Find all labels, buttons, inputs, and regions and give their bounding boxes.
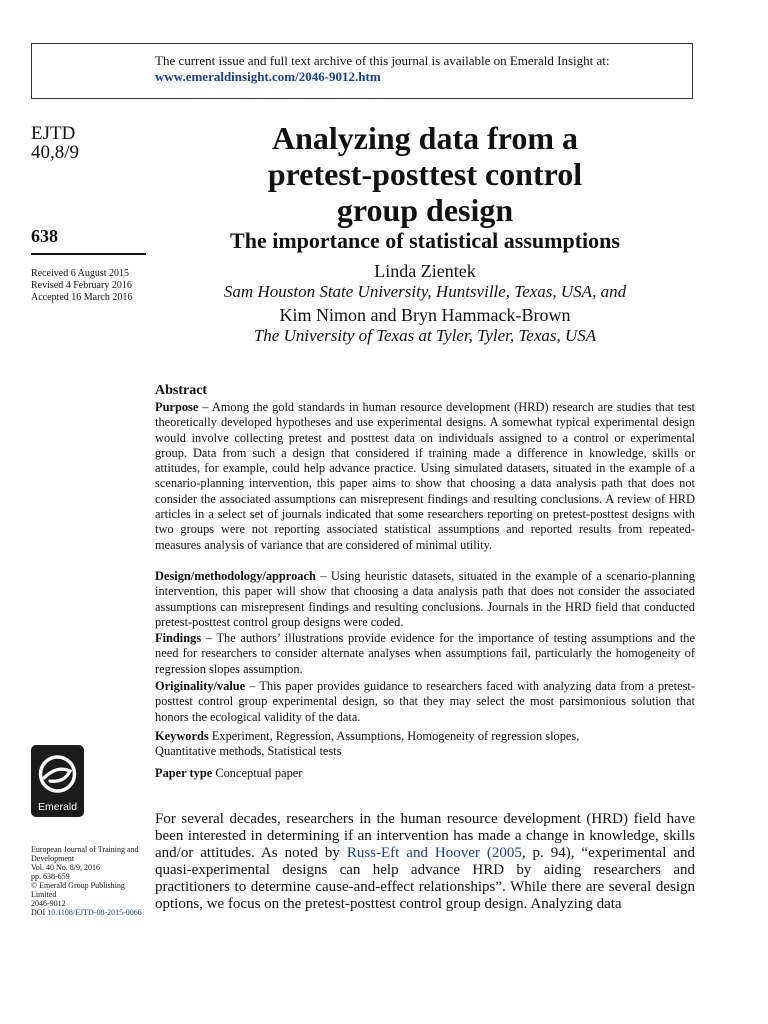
received-date: Received 6 August 2015 [31,268,130,279]
originality-text: – This paper provides guidance to researchers faced with analyzing data from a pretest-posttest control group experimental design, so that they may select the most parsimonious solution that honors the ecological validity of the data. [155,679,695,724]
body-paragraph [155,811,695,913]
citation-line: Development [31,854,75,863]
findings-text: – The authors’ illustrations provide evidence for the importance of testing assumptions and the need for researchers to consider alternate analyses when assumptions fail, particularly the homogeneity of regression slopes assumption. [155,631,695,676]
accepted-date: Accepted 16 March 2016 [31,292,133,303]
revised-date: Revised 4 February 2016 [31,280,132,291]
keywords [155,729,625,760]
findings-label: Findings [155,631,202,645]
paper-type-text: Conceptual paper [212,766,303,780]
author-1: Linda Zientek [374,261,476,281]
doi-label: DOI [31,908,46,917]
title-line: group design [336,192,514,228]
purpose-label: Purpose [155,400,199,414]
article-title [160,120,690,228]
submission-dates [31,268,132,304]
abstract-heading: Abstract [155,383,208,398]
abstract-originality [155,679,695,725]
logo-label: Emerald [37,801,78,813]
purpose-text: – Among the gold standards in human resource development (HRD) research are studies that test theoretically developed hypotheses and use experimental designs. A somewhat typical experimental design would involve collecting pretest and posttest data on individuals assigned to a control or experimental group. Data from such a design that considered if training made a difference in knowledge, skills or attitudes, for example, could help advance practice. Using simulated datasets, situated in the example of a scenario-planning intervention, this paper aims to show that choosing a data analysis path that does not consider the associated assumptions can misrepresent findings and resulting conclusions. A review of HRD articles in a select set of journals indicated that some researchers reporting on pretest-posttest designs with two groups were not reporting associated statistical assumptions and reported results from repeated-measures analysis of variance that are considered of minimal utility. [155,400,695,552]
design-text: – Using heuristic datasets, situated in the example of a scenario-planning intervention, this paper will show that choosing a data analysis path that does not consider the associated assumptions can misrepresent findings and resulting conclusions. Journals in the HRD field that conducted pretest-posttest control group designs were coded. [155,569,695,629]
title-line: pretest-posttest control [267,156,583,192]
paper-type-label: Paper type [155,766,213,780]
design-label: Design/methodology/approach [155,569,316,583]
emerald-e-icon [36,751,79,797]
abstract-findings [155,631,695,677]
article-subtitle: The importance of statistical assumptions [230,228,620,253]
title-line: Analyzing data from a [271,120,579,156]
doi-link[interactable]: 10.1108/EJTD-08-2015-0066 [47,908,142,917]
journal-url-link[interactable]: www.emeraldinsight.com/2046-9012.htm [155,69,381,84]
affiliation-1: Sam Houston State University, Huntsville, Texas, USA, and [223,282,627,301]
citation-line: Vol. 40 No. 8/9, 2016 [31,863,100,872]
citation-line: pp. 638-659 [31,872,70,881]
citation-line: 2046-9012 [31,899,66,908]
reference-link[interactable]: Russ-Eft and Hoover (2005 [346,845,522,861]
page-number: 638 [31,226,58,246]
citation-line: European Journal of Training and [31,845,139,854]
abstract-design [155,569,695,630]
volume-code: 40,8/9 [31,142,80,163]
affiliation-2: The University of Texas at Tyler, Tyler, Texas, USA [253,326,597,345]
keywords-text: Experiment, Regression, Assumptions, Homogeneity of regression slopes, Quantitative methods, Statistical tests [155,729,580,759]
citation-line: © Emerald Group Publishing Limited [31,881,125,899]
originality-label: Originality/value [155,679,246,693]
body-text-end: , p. 94), “experimental and quasi-experimental designs can help advance HRD by aiding researchers and practitioners to determine cause-and-effect relationships”. While there are several design options, we focus on the pretest-posttest control group design. Analyzing data [155,845,695,912]
journal-access-notice [31,43,693,99]
journal-code: EJTD [31,123,76,144]
emerald-logo [31,745,84,817]
journal-citation [31,845,149,917]
keywords-label: Keywords [155,729,209,743]
access-notice-text: The current issue and full text archive of this journal is available on Emerald Insight at: [155,53,610,68]
author-2: Kim Nimon and Bryn Hammack-Brown [279,305,571,325]
paper-type [155,766,695,781]
doi-line [31,908,149,917]
abstract-purpose [155,400,695,553]
body-text-start: For several decades, researchers in the human resource development (HRD) field have been interested in determining if an intervention has made a change in knowledge, skills and/or attitudes. As noted by [155,811,695,861]
divider [31,253,146,255]
